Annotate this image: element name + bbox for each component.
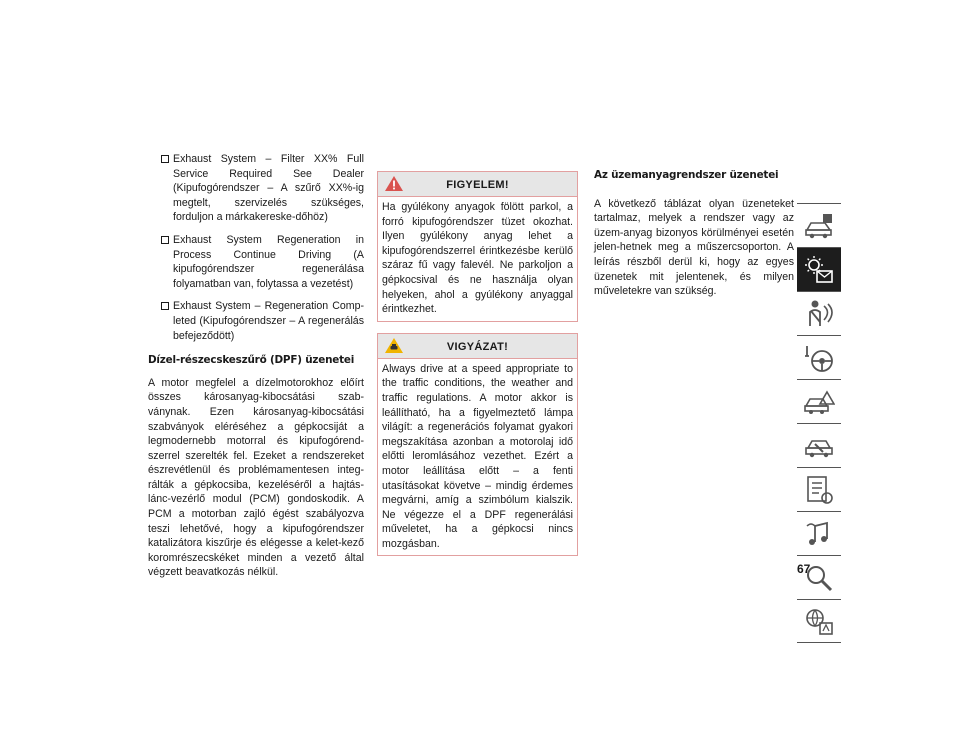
tab-multimedia[interactable] [797,511,841,555]
middle-column [377,171,578,556]
chapter-tabs [797,203,841,643]
checkbox-bullet-icon [161,155,169,163]
tab-safety[interactable] [797,291,841,335]
warning-text: Ha gyúlékony anyagok fölött parkol, a forró kipufogórendszer tüzet okozhat. Ilyen gyúlékony anyag lehet a kipufogórendszerrel érintkezésbe kerülő száraz fű vagy falevél. Ne parkoljon a gépkocsival és ne használja olyan helyeken, ahol a gyúlékony anyaggal érintkezhet. [382,201,573,316]
tab-dashboard-lights[interactable] [797,247,841,291]
list-item: Exhaust System – Regeneration Comp-leted (Kipufogórendszer – A regenerálás befejeződött) [148,299,364,343]
warning-header [378,172,577,197]
dashboard-lights-icon [803,254,835,286]
list-item: Exhaust System Regeneration in Process Continue Driving (A kipufogórendszer regenerálása folyamatban van, folytassa a vezetést) [148,233,364,291]
body-paragraph: A következő táblázat olyan üzeneteket tartalmaz, melyek a rendszer vagy az üzem-anyag bizonyos körülményei esetén jelen-hetnek meg a műszercsoporton. A leírás részből derül ki, hogy az egyes üzenetek mit jelentenek, és milyen műveletekre van szükség. [594,197,794,298]
page-number: 67 [797,562,811,576]
section-heading: Az üzemanyagrendszer üzenetei [594,169,779,181]
caution-title: VIGYÁZAT! [446,340,509,353]
list-item: Exhaust System – Filter XX% Full Service Required See Dealer (Kipufogórendszer – A szűrő XX%-ig megtelt, szervizelés szükséges, forduljon a márkakereske-dőhöz) [148,152,364,225]
checkbox-bullet-icon [161,236,169,244]
languages-icon [803,606,835,638]
car-service-icon [803,430,835,462]
multimedia-icon [803,518,835,550]
caution-box [377,333,578,557]
seatbelt-airbag-icon [803,298,835,330]
warning-title: FIGYELEM! [446,179,509,191]
checkbox-bullet-icon [161,302,169,310]
left-column [148,152,364,580]
caution-header [378,334,577,359]
car-info-icon [803,210,835,242]
caution-text: Always drive at a speed appropriate to the traffic conditions, the weather and traffic regulations. A motor akkor is leállítható, ha a figyelmeztető lámpa világít: a regenerációs folyamat gyakori megszakítása azonban a motorolaj idő előtti leromlásához vezethet. Ezért a motor leállítása előtt – a fenti utasításokat követve – mindig érdemes megvárni, amíg a szimbólum kialszik. Ne végezze el a DPF regenerálási műveletet, ha a gépkocsi nincs mozgásban. [382,362,573,550]
steering-wheel-icon [803,342,835,374]
specifications-list-icon [803,474,835,506]
right-column [594,152,794,299]
tab-languages[interactable] [797,599,841,643]
body-paragraph: A motor megfelel a dízelmotorokhoz előírt összes károsanyag-kibocsátási szab-ványnak. Ezen károsanyag-kibocsátási szabványok eléréséhez a gépkocsiját a legmodernebb motorral és kipufogórend-szerrel szerelték fel. Ezeket a rendszereket észrevétlenül és problémamentesen integ-rálták a gépkocsiba, kezeléséről a hajtás-lánc-vezérlő modul (PCM) gondoskodik. A PCM a motorban zajló égést szabályozva teszi lehetővé, hogy a kipufogórendszer katalizátora kiszűrje és elégesse a kelet-kező koromrészecskéket minden a vezető által végzett beavatkozás nélkül. [148,376,364,579]
section-heading: Dízel-részecskeszűrő (DPF) üzenetei [148,354,355,367]
tab-starting-operating[interactable] [797,335,841,379]
tab-specifications[interactable] [797,467,841,511]
tab-service[interactable] [797,423,841,467]
tab-emergency[interactable] [797,379,841,423]
tab-car-info[interactable] [797,203,841,247]
roadside-warning-icon [803,386,835,418]
warning-box [377,171,578,322]
